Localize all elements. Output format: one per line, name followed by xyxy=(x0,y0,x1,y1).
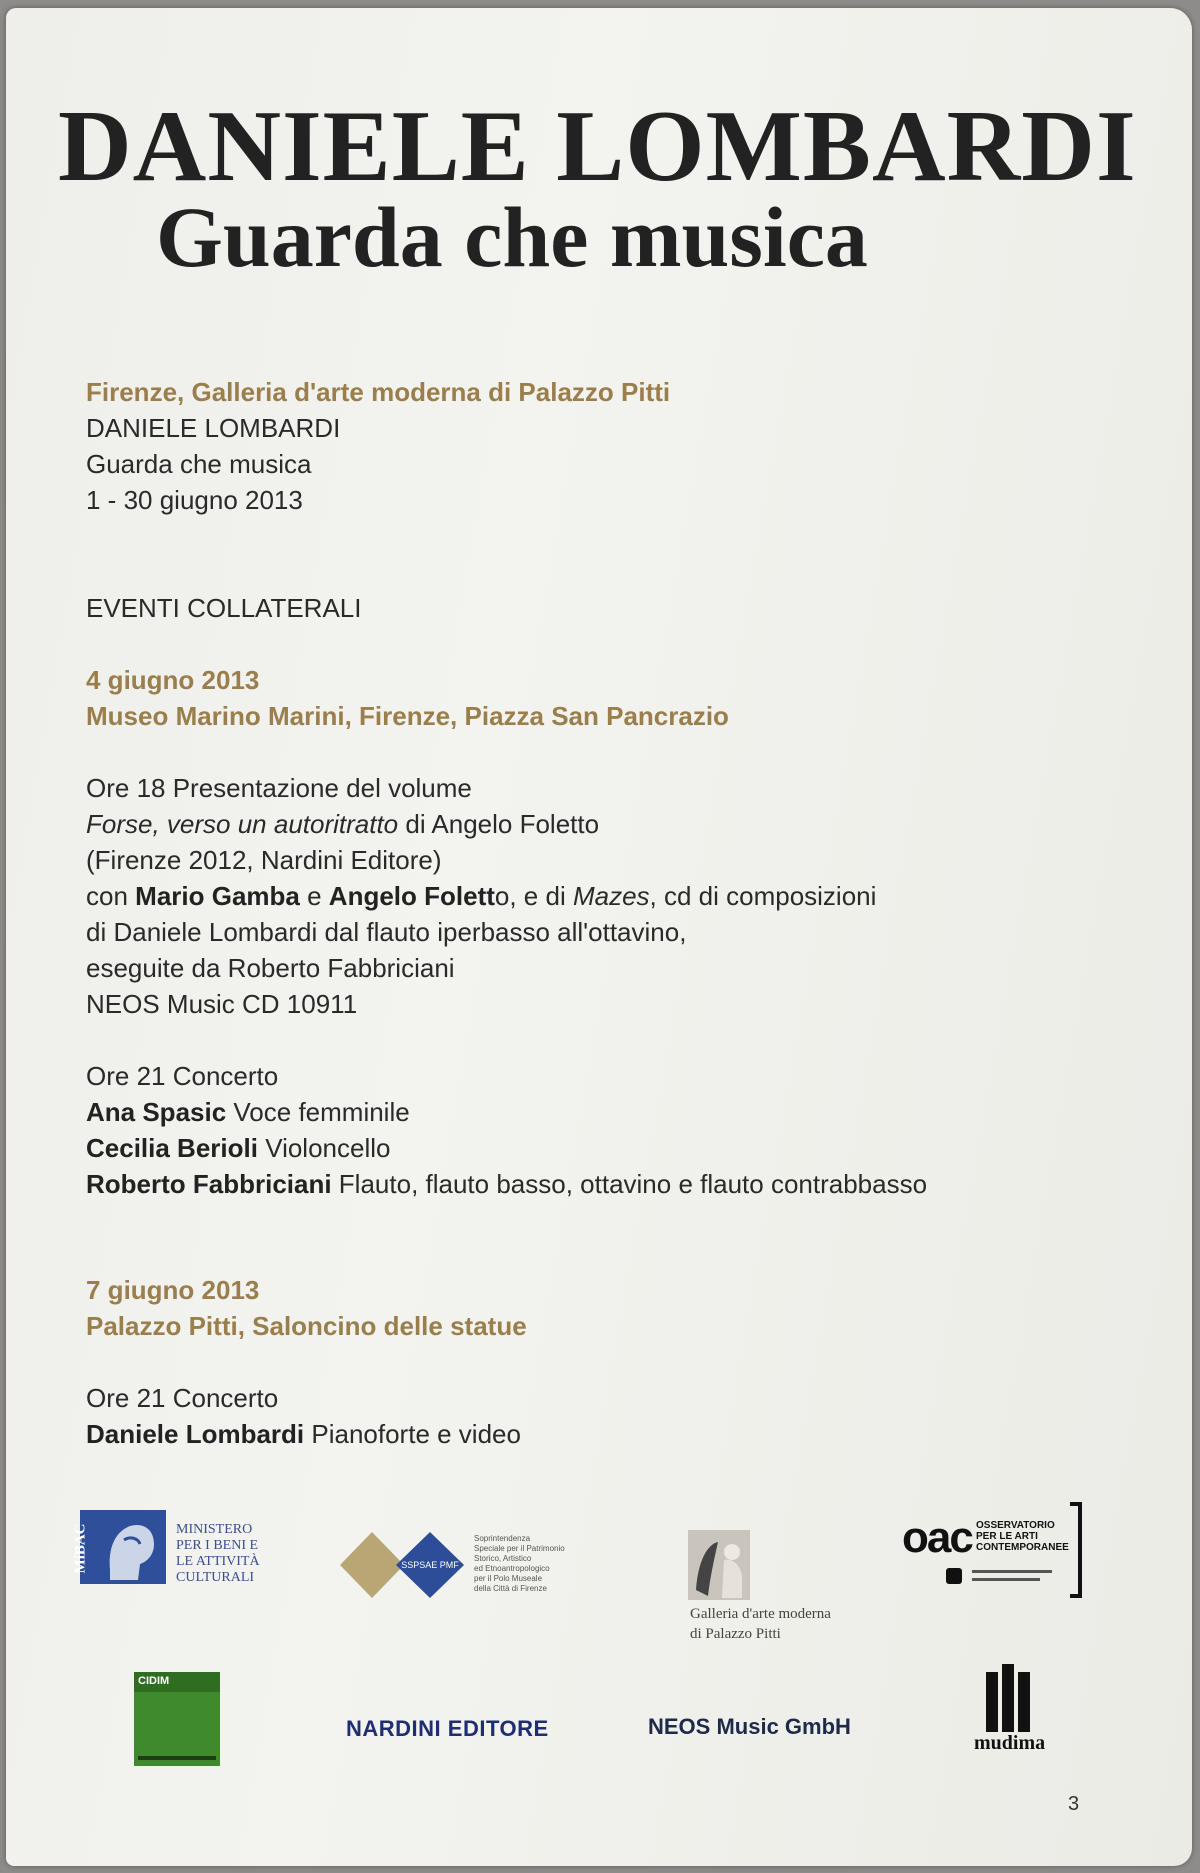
intro-block xyxy=(86,374,1086,518)
text-o-e-di: o, e di xyxy=(494,881,573,911)
oac-line: OSSERVATORIO xyxy=(976,1520,1055,1531)
text-con: con xyxy=(86,881,136,911)
booklet-page xyxy=(6,8,1192,1866)
galleria-line: Galleria d'arte moderna xyxy=(690,1606,831,1622)
galleria-line: di Palazzo Pitti xyxy=(690,1626,781,1642)
book-author: di Angelo Foletto xyxy=(398,809,600,839)
sspsae-logo xyxy=(338,1530,466,1600)
neos-logo: NEOS Music GmbH xyxy=(648,1714,851,1739)
intro-artist: DANIELE LOMBARDI xyxy=(86,413,341,443)
oac-mark: oac xyxy=(902,1513,972,1562)
oac-line: CONTEMPORANEE xyxy=(976,1542,1069,1553)
page-subtitle: Guarda che musica xyxy=(156,189,868,285)
cidim-logo xyxy=(134,1672,220,1766)
angel-statue-icon xyxy=(688,1530,750,1600)
cidim-footer xyxy=(138,1756,216,1760)
oac-subline xyxy=(972,1578,1040,1581)
sspsae-line: Soprintendenza xyxy=(474,1534,531,1543)
performer-role: Flauto, flauto basso, ottavino e flauto contrabbasso xyxy=(331,1169,928,1199)
sspsae-line: Speciale per il Patrimonio xyxy=(474,1544,565,1553)
cidim-mark: CIDIM xyxy=(138,1675,170,1687)
sspsae-line: ed Etnoantropologico xyxy=(474,1564,550,1573)
performer-name: Daniele Lombardi xyxy=(86,1419,305,1449)
mibac-logo xyxy=(72,1510,166,1584)
performer-name: Roberto Fabbriciani xyxy=(86,1169,332,1199)
event2-concert xyxy=(86,1380,1086,1452)
presentation-line1: Ore 18 Presentazione del volume xyxy=(86,773,472,803)
cd-title: Mazes xyxy=(572,881,650,911)
nardini-logo: NARDINI EDITORE xyxy=(346,1716,549,1741)
oac-seal-icon xyxy=(946,1568,962,1584)
collateral-heading xyxy=(86,590,1086,626)
performer-role: Voce femminile xyxy=(226,1097,410,1127)
performer-row xyxy=(86,1130,1086,1166)
presentation-speakers-line xyxy=(86,878,1086,914)
mibac-line: MINISTERO xyxy=(176,1522,253,1537)
sspsae-text xyxy=(474,1534,565,1594)
performer-row xyxy=(86,1416,1086,1452)
book-title: Forse, verso un autoritratto xyxy=(86,809,399,839)
event2-place: Palazzo Pitti, Saloncino delle statue xyxy=(86,1311,527,1341)
oac-subline xyxy=(972,1570,1052,1573)
mibac-text xyxy=(176,1522,260,1586)
concert2-time: Ore 21 Concerto xyxy=(86,1383,279,1413)
presentation-line7: NEOS Music CD 10911 xyxy=(86,989,358,1019)
collateral-heading-text: EVENTI COLLATERALI xyxy=(86,593,362,623)
event1-date: 4 giugno 2013 xyxy=(86,665,260,695)
diamond-emblem-icon xyxy=(338,1530,466,1600)
sspsae-line: per il Polo Museale xyxy=(474,1574,543,1583)
presentation-line5: di Daniele Lombardi dal flauto iperbasso all'ottavino, xyxy=(86,917,687,947)
mibac-line: PER I BENI E xyxy=(176,1538,259,1553)
concert1-time: Ore 21 Concerto xyxy=(86,1061,279,1091)
mibac-line: LE ATTIVITÀ xyxy=(176,1554,260,1569)
presentation-line3: (Firenze 2012, Nardini Editore) xyxy=(86,845,442,875)
intro-dates: 1 - 30 giugno 2013 xyxy=(86,485,303,515)
mudima-text: mudima xyxy=(974,1732,1046,1754)
page-title: DANIELE LOMBARDI xyxy=(58,90,1137,203)
event1-header xyxy=(86,662,1086,734)
page-number: 3 xyxy=(1068,1793,1080,1815)
oac-line: PER LE ARTI xyxy=(976,1531,1038,1542)
mudima-bars-icon xyxy=(986,1664,1030,1732)
mudima-logo xyxy=(986,1664,1030,1732)
sspsae-line: della Città di Firenze xyxy=(474,1584,547,1593)
performer-role: Pianoforte e video xyxy=(304,1419,521,1449)
sspsae-line: Storico, Artistico xyxy=(474,1554,532,1563)
speaker-2: Angelo Folett xyxy=(328,881,495,911)
mibac-line: CULTURALI xyxy=(176,1570,255,1585)
speaker-1: Mario Gamba xyxy=(135,881,300,911)
presentation-line6: eseguite da Roberto Fabbriciani xyxy=(86,953,455,983)
oac-text xyxy=(976,1520,1069,1553)
event2-date: 7 giugno 2013 xyxy=(86,1275,260,1305)
event2-header xyxy=(86,1272,1086,1344)
performer-row xyxy=(86,1166,1086,1202)
presentation-book-line xyxy=(86,806,1086,842)
event1-concert xyxy=(86,1058,1086,1202)
cd-rest: , cd di composizioni xyxy=(649,881,877,911)
mibac-mark: MiBAC xyxy=(72,1523,89,1574)
performer-name: Cecilia Berioli xyxy=(86,1133,258,1163)
intro-exhibition: Guarda che musica xyxy=(86,449,312,479)
text-e: e xyxy=(299,881,329,911)
event1-presentation xyxy=(86,770,1086,1022)
performer-name: Ana Spasic xyxy=(86,1097,227,1127)
statue-head-icon xyxy=(80,1510,166,1584)
galleria-text xyxy=(690,1604,831,1644)
sspsae-mark: SSPSAE PMF xyxy=(401,1560,459,1570)
galleria-logo xyxy=(688,1530,750,1600)
intro-venue: Firenze, Galleria d'arte moderna di Palazzo Pitti xyxy=(86,377,671,407)
performer-row xyxy=(86,1094,1086,1130)
event1-place: Museo Marino Marini, Firenze, Piazza San Pancrazio xyxy=(86,701,729,731)
performer-role: Violoncello xyxy=(257,1133,391,1163)
oac-bracket xyxy=(1070,1502,1082,1598)
